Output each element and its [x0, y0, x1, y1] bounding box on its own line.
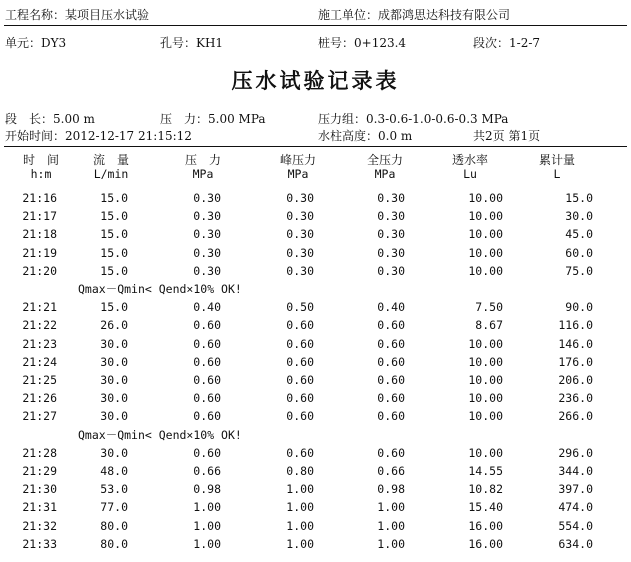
cell-cumulative: 60.0: [565, 245, 593, 260]
cell-cumulative: 30.0: [565, 209, 593, 224]
cell-cumulative: 176.0: [558, 354, 593, 369]
cell-permeability: 10.00: [468, 191, 503, 205]
cell-cumulative: 344.0: [558, 464, 593, 478]
table-row: [0, 519, 631, 537]
table-row: [0, 300, 631, 318]
cell-time: 21:24: [22, 354, 57, 369]
cell-flow: 26.0: [100, 318, 128, 333]
hole-id: 孔号：KH1: [160, 36, 224, 50]
cell-pressure: 0.60: [193, 409, 221, 424]
cell-flow: 30.0: [100, 391, 128, 406]
cell-cumulative: 266.0: [558, 409, 593, 424]
cell-cumulative: 90.0: [565, 300, 593, 315]
cell-permeability: 10.00: [468, 354, 503, 369]
start-time: 开始时间：2012-12-17 21:15:12: [5, 129, 192, 143]
cell-flow: 15.0: [100, 300, 128, 315]
cell-permeability: 10.00: [468, 409, 503, 424]
table-row: [0, 264, 631, 282]
table-row: [0, 446, 631, 464]
pressure-group: 压力组：0.3-0.6-1.0-0.6-0.3 MPa: [318, 112, 509, 126]
column-unit-pressure: MPa: [192, 167, 214, 181]
construction-company: 施工单位：成都鸿思达科技有限公司: [318, 8, 511, 22]
cell-flow: 48.0: [100, 464, 128, 478]
table-row: [0, 355, 631, 373]
column-unit-peak-pressure: MPa: [287, 167, 309, 181]
cell-time: 21:17: [22, 209, 57, 224]
page-count: 共2页 第1页: [473, 129, 541, 143]
cell-cumulative: 146.0: [558, 336, 593, 351]
cell-cumulative: 116.0: [558, 318, 593, 333]
cell-flow: 15.0: [100, 263, 128, 278]
cell-full-pressure: 0.40: [377, 300, 405, 315]
cell-permeability: 10.82: [468, 482, 503, 497]
table-header: [0, 151, 631, 187]
cell-cumulative: 75.0: [565, 263, 593, 278]
cell-pressure: 0.60: [193, 391, 221, 406]
cell-permeability: 10.00: [468, 209, 503, 224]
cell-full-pressure: 0.98: [377, 482, 405, 497]
cell-full-pressure: 0.30: [377, 191, 405, 205]
table-row: [0, 537, 631, 555]
cell-full-pressure: 0.60: [377, 391, 405, 406]
cell-flow: 30.0: [100, 373, 128, 387]
cell-peak-pressure: 1.00: [286, 500, 314, 515]
cell-full-pressure: 0.30: [377, 263, 405, 278]
cell-flow: 30.0: [100, 354, 128, 369]
column-header-cumulative: 累计量: [538, 153, 575, 167]
cell-flow: 77.0: [100, 500, 128, 515]
cell-permeability: 16.00: [468, 536, 503, 551]
cell-pressure: 0.60: [193, 354, 221, 369]
unit-id: 单元：DY3: [5, 36, 67, 50]
cell-permeability: 16.00: [468, 518, 503, 533]
cell-full-pressure: 0.60: [377, 373, 405, 387]
project-name: 工程名称：某项目压水试验: [5, 8, 150, 22]
cell-full-pressure: 0.60: [377, 409, 405, 424]
cell-time: 21:26: [22, 391, 57, 406]
cell-permeability: 8.67: [475, 318, 503, 333]
table-row: [0, 409, 631, 427]
cell-peak-pressure: 0.30: [286, 227, 314, 242]
column-header-full-pressure: 全压力: [366, 153, 403, 167]
cell-pressure: 0.60: [193, 373, 221, 387]
cell-peak-pressure: 1.00: [286, 482, 314, 497]
cell-pressure: 0.30: [193, 209, 221, 224]
cell-permeability: 10.00: [468, 336, 503, 351]
cell-flow: 30.0: [100, 409, 128, 424]
cell-peak-pressure: 0.80: [286, 464, 314, 478]
cell-pressure: 0.30: [193, 227, 221, 242]
cell-pressure: 0.66: [193, 464, 221, 478]
cell-flow: 80.0: [100, 536, 128, 551]
cell-time: 21:27: [22, 409, 57, 424]
header-divider: [4, 25, 627, 26]
cell-full-pressure: 1.00: [377, 518, 405, 533]
cell-peak-pressure: 1.00: [286, 536, 314, 551]
column-unit-cumulative: L: [553, 167, 561, 181]
cell-peak-pressure: 0.30: [286, 245, 314, 260]
cell-flow: 15.0: [100, 191, 128, 205]
column-header-peak-pressure: 峰压力: [279, 153, 316, 167]
cell-time: 21:25: [22, 373, 57, 387]
stability-check-note: Qmax－Qmin< Qend×10% OK!: [78, 427, 242, 442]
cell-time: 21:28: [22, 445, 57, 460]
cell-pressure: 0.30: [193, 263, 221, 278]
column-unit-full-pressure: MPa: [374, 167, 396, 181]
cell-full-pressure: 0.30: [377, 245, 405, 260]
column-header-time: 时 间: [22, 153, 59, 167]
cell-pressure: 0.60: [193, 318, 221, 333]
cell-peak-pressure: 0.60: [286, 336, 314, 351]
cell-peak-pressure: 0.50: [286, 300, 314, 315]
cell-cumulative: 296.0: [558, 445, 593, 460]
cell-cumulative: 15.0: [565, 191, 593, 205]
cell-flow: 30.0: [100, 445, 128, 460]
cell-permeability: 10.00: [468, 245, 503, 260]
table-top-divider: [4, 146, 627, 147]
cell-time: 21:16: [22, 191, 57, 205]
cell-full-pressure: 1.00: [377, 536, 405, 551]
table-row: [0, 500, 631, 518]
test-pressure: 压 力：5.00 MPa: [160, 112, 266, 126]
stage-number: 段次：1-2-7: [473, 36, 541, 50]
cell-time: 21:23: [22, 336, 57, 351]
cell-peak-pressure: 1.00: [286, 518, 314, 533]
cell-cumulative: 554.0: [558, 518, 593, 533]
table-row: [0, 246, 631, 264]
cell-flow: 30.0: [100, 336, 128, 351]
cell-flow: 53.0: [100, 482, 128, 497]
cell-permeability: 14.55: [468, 464, 503, 478]
cell-time: 21:29: [22, 464, 57, 478]
column-header-pressure: 压 力: [184, 153, 221, 167]
cell-time: 21:18: [22, 227, 57, 242]
cell-flow: 15.0: [100, 227, 128, 242]
cell-peak-pressure: 0.60: [286, 373, 314, 387]
cell-cumulative: 634.0: [558, 536, 593, 551]
table-row: [0, 227, 631, 245]
stability-check-note: Qmax－Qmin< Qend×10% OK!: [78, 282, 242, 296]
cell-peak-pressure: 0.60: [286, 409, 314, 424]
cell-pressure: 1.00: [193, 500, 221, 515]
cell-permeability: 10.00: [468, 391, 503, 406]
cell-full-pressure: 0.60: [377, 336, 405, 351]
column-header-permeability: 透水率: [451, 153, 488, 167]
cell-cumulative: 206.0: [558, 373, 593, 387]
cell-time: 21:33: [22, 536, 57, 551]
table-row: [0, 373, 631, 391]
cell-flow: 80.0: [100, 518, 128, 533]
cell-full-pressure: 1.00: [377, 500, 405, 515]
table-row: [0, 191, 631, 209]
cell-pressure: 0.30: [193, 245, 221, 260]
cell-peak-pressure: 0.60: [286, 391, 314, 406]
table-row: [0, 391, 631, 409]
cell-pressure: 0.60: [193, 445, 221, 460]
cell-peak-pressure: 0.60: [286, 445, 314, 460]
cell-permeability: 7.50: [475, 300, 503, 315]
cell-time: 21:32: [22, 518, 57, 533]
cell-peak-pressure: 0.30: [286, 263, 314, 278]
page-title: 压水试验记录表: [231, 69, 400, 93]
cell-permeability: 10.00: [468, 445, 503, 460]
cell-time: 21:19: [22, 245, 57, 260]
segment-length: 段 长：5.00 m: [5, 112, 95, 126]
cell-cumulative: 236.0: [558, 391, 593, 406]
cell-full-pressure: 0.30: [377, 227, 405, 242]
cell-full-pressure: 0.60: [377, 354, 405, 369]
table-row: [0, 482, 631, 500]
table-row: [0, 209, 631, 227]
cell-peak-pressure: 0.60: [286, 318, 314, 333]
cell-cumulative: 474.0: [558, 500, 593, 515]
cell-peak-pressure: 0.30: [286, 191, 314, 205]
cell-cumulative: 397.0: [558, 482, 593, 497]
cell-pressure: 0.40: [193, 300, 221, 315]
column-unit-time: h:m: [30, 167, 52, 181]
table-row: [0, 318, 631, 336]
record-table: [0, 191, 631, 562]
table-row: [0, 464, 631, 482]
station-id: 桩号：0+123.4: [318, 36, 407, 50]
column-unit-permeability: Lu: [463, 167, 477, 181]
cell-flow: 15.0: [100, 245, 128, 260]
cell-time: 21:20: [22, 263, 57, 278]
cell-full-pressure: 0.30: [377, 209, 405, 224]
cell-peak-pressure: 0.60: [286, 354, 314, 369]
column-header-flow: 流 量: [92, 153, 129, 167]
water-head: 水柱高度：0.0 m: [318, 129, 413, 143]
cell-pressure: 1.00: [193, 518, 221, 533]
cell-time: 21:31: [22, 500, 57, 515]
cell-peak-pressure: 0.30: [286, 209, 314, 224]
cell-pressure: 0.98: [193, 482, 221, 497]
cell-time: 21:30: [22, 482, 57, 497]
cell-permeability: 10.00: [468, 373, 503, 387]
cell-permeability: 10.00: [468, 263, 503, 278]
cell-cumulative: 45.0: [565, 227, 593, 242]
cell-full-pressure: 0.60: [377, 318, 405, 333]
cell-time: 21:22: [22, 318, 57, 333]
cell-pressure: 1.00: [193, 536, 221, 551]
cell-full-pressure: 0.66: [377, 464, 405, 478]
table-row: [0, 337, 631, 355]
cell-pressure: 0.30: [193, 191, 221, 205]
cell-permeability: 15.40: [468, 500, 503, 515]
column-unit-flow: L/min: [93, 167, 129, 181]
cell-full-pressure: 0.60: [377, 445, 405, 460]
cell-flow: 15.0: [100, 209, 128, 224]
cell-pressure: 0.60: [193, 336, 221, 351]
cell-permeability: 10.00: [468, 227, 503, 242]
cell-time: 21:21: [22, 300, 57, 315]
